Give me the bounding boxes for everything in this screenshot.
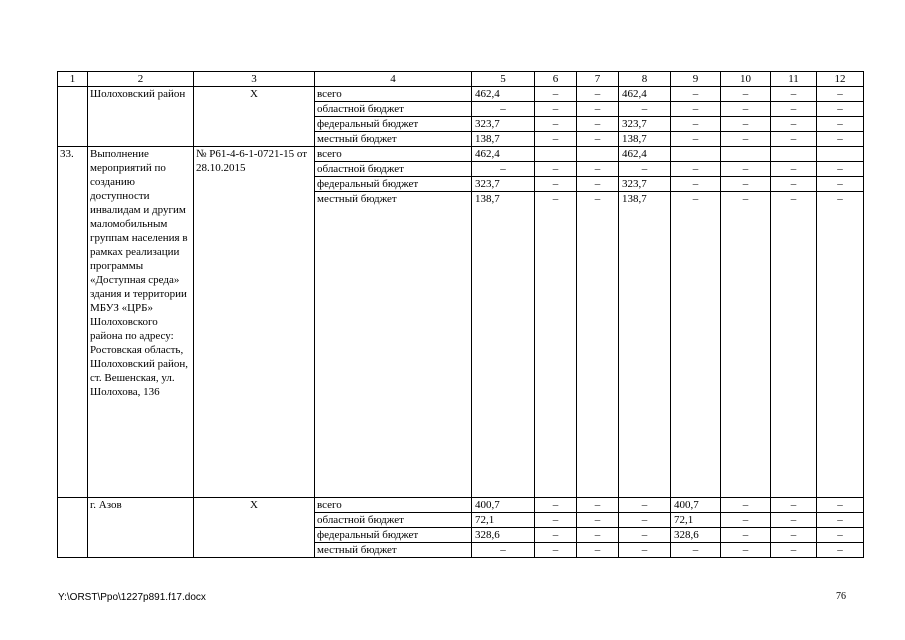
value-cell: – [721,117,771,132]
header-cell: 5 [472,72,535,87]
header-cell: 3 [194,72,315,87]
value-cell: 400,7 [472,498,535,513]
value-cell: – [671,192,721,498]
value-cell: – [721,528,771,543]
budget-label: областной бюджет [315,162,472,177]
item-name: г. Азов [88,498,194,558]
value-cell: – [472,102,535,117]
value-cell: – [671,132,721,147]
value-cell: – [619,528,671,543]
document-ref: Х [194,498,315,558]
document-ref: Х [194,87,315,147]
value-cell: 462,4 [619,147,671,162]
value-cell: 138,7 [472,192,535,498]
value-cell: – [577,177,619,192]
value-cell: – [771,543,817,558]
value-cell: – [535,543,577,558]
value-cell: – [619,543,671,558]
budget-label: федеральный бюджет [315,117,472,132]
value-cell: 328,6 [472,528,535,543]
value-cell: – [817,498,864,513]
row-number [58,498,88,558]
value-cell: – [721,132,771,147]
value-cell: – [721,102,771,117]
value-cell: – [577,117,619,132]
budget-label: местный бюджет [315,192,472,498]
value-cell: – [671,87,721,102]
value-cell [577,147,619,162]
value-cell: 323,7 [619,117,671,132]
value-cell: – [771,513,817,528]
table-row [58,147,864,162]
budget-label: федеральный бюджет [315,528,472,543]
value-cell: – [817,177,864,192]
value-cell: – [771,162,817,177]
value-cell: 323,7 [619,177,671,192]
value-cell: – [671,102,721,117]
item-name: Шолоховский район [88,87,194,147]
document-path: Y:\ORST\Ppo\1227p891.f17.docx [58,592,206,603]
value-cell: 72,1 [671,513,721,528]
row-number: 33. [58,147,88,498]
value-cell: 462,4 [472,147,535,162]
value-cell: – [619,162,671,177]
value-cell: – [671,162,721,177]
value-cell: – [577,102,619,117]
value-cell: – [771,102,817,117]
value-cell: – [577,543,619,558]
value-cell: – [535,498,577,513]
value-cell: – [577,162,619,177]
value-cell: – [535,87,577,102]
value-cell: – [577,87,619,102]
value-cell: 323,7 [472,117,535,132]
value-cell: – [619,513,671,528]
value-cell: 138,7 [472,132,535,147]
value-cell: – [771,87,817,102]
value-cell: 138,7 [619,132,671,147]
value-cell: – [771,117,817,132]
row-number [58,87,88,147]
value-cell: – [721,87,771,102]
value-cell: – [817,528,864,543]
value-cell: – [577,192,619,498]
header-cell: 7 [577,72,619,87]
value-cell: – [535,102,577,117]
budget-label: областной бюджет [315,102,472,117]
value-cell: – [817,162,864,177]
value-cell: – [577,132,619,147]
value-cell: – [817,543,864,558]
value-cell: 462,4 [472,87,535,102]
budget-label: всего [315,498,472,513]
value-cell [671,147,721,162]
value-cell: – [472,543,535,558]
header-cell: 2 [88,72,194,87]
value-cell: – [577,498,619,513]
value-cell [535,147,577,162]
value-cell: – [721,513,771,528]
value-cell: – [817,87,864,102]
item-name: Выполнение мероприятий по созданию доступности инвалидам и другим маломобильным группам населения в рамках реализации программы «Доступная среда» здания и территории МБУЗ «ЦРБ» Шолоховского района по адресу: Ростовская область, Шолоховский район, ст. Вешенская, ул. Шолохова, 136 [88,147,194,498]
document-ref: № Р61-4-6-1-0721-15 от 28.10.2015 [194,147,315,498]
value-cell: – [535,513,577,528]
value-cell: – [721,192,771,498]
value-cell: – [817,192,864,498]
budget-label: всего [315,147,472,162]
value-cell: – [817,513,864,528]
value-cell [771,147,817,162]
value-cell: – [671,117,721,132]
value-cell [817,147,864,162]
budget-label: всего [315,87,472,102]
value-cell: – [771,498,817,513]
value-cell: – [721,498,771,513]
budget-label: областной бюджет [315,513,472,528]
value-cell: – [535,132,577,147]
value-cell: – [472,162,535,177]
header-cell: 8 [619,72,671,87]
table-header-row [58,72,864,87]
budget-table [57,71,864,558]
value-cell: – [671,543,721,558]
header-cell: 9 [671,72,721,87]
value-cell: – [721,162,771,177]
header-cell: 12 [817,72,864,87]
header-cell: 6 [535,72,577,87]
value-cell: 138,7 [619,192,671,498]
value-cell: – [671,177,721,192]
header-cell: 4 [315,72,472,87]
budget-label: местный бюджет [315,543,472,558]
budget-label: местный бюджет [315,132,472,147]
page-number: 76 [836,591,846,602]
value-cell: – [771,528,817,543]
value-cell [721,147,771,162]
header-cell: 10 [721,72,771,87]
value-cell: – [535,528,577,543]
table-row [58,87,864,102]
value-cell: 328,6 [671,528,721,543]
value-cell: – [619,102,671,117]
table-row [58,498,864,513]
value-cell: – [817,132,864,147]
value-cell: – [619,498,671,513]
value-cell: 323,7 [472,177,535,192]
value-cell: – [535,117,577,132]
value-cell: – [771,177,817,192]
value-cell: – [535,162,577,177]
budget-label: федеральный бюджет [315,177,472,192]
value-cell: – [817,117,864,132]
value-cell: – [721,177,771,192]
value-cell: – [535,177,577,192]
value-cell: 72,1 [472,513,535,528]
value-cell: – [535,192,577,498]
value-cell: 400,7 [671,498,721,513]
header-cell: 11 [771,72,817,87]
value-cell: – [721,543,771,558]
value-cell: – [771,192,817,498]
value-cell: – [577,528,619,543]
value-cell: 462,4 [619,87,671,102]
value-cell: – [817,102,864,117]
header-cell: 1 [58,72,88,87]
value-cell: – [577,513,619,528]
value-cell: – [771,132,817,147]
